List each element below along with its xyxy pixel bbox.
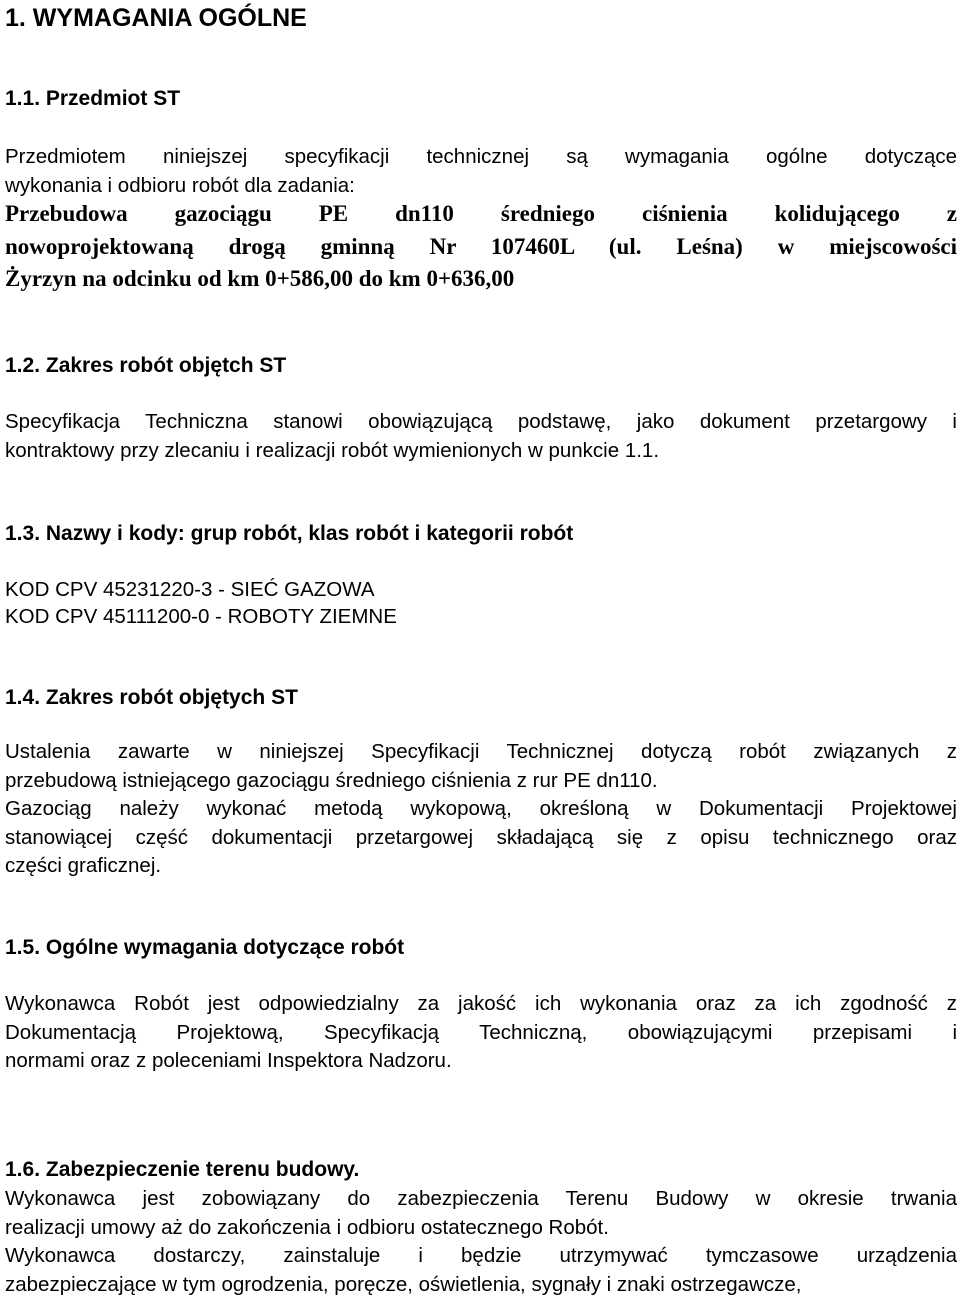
section-1-6-line-2: realizacji umowy aż do zakończenia i odbioru ostatecznego Robót. [5, 1215, 609, 1239]
cpv-codes [5, 576, 957, 630]
cpv-code-gas: KOD CPV 45231220-3 - SIEĆ GAZOWA [5, 578, 375, 601]
section-1-6-paragraph [5, 1185, 957, 1299]
section-1-4-line-3: Gazociąg należy wykonać metodą wykopową, określoną w Dokumentacji Projektowej [5, 797, 957, 820]
section-1-1-line-2: wykonania i odbioru robót dla zadania: [5, 173, 355, 197]
cpv-code-earthworks: KOD CPV 45111200-0 - ROBOTY ZIEMNE [5, 605, 397, 628]
section-1-heading: 1. WYMAGANIA OGÓLNE [5, 4, 307, 32]
section-1-2-line-1: Specyfikacja Techniczna stanowi obowiązującą podstawę, jako dokument przetargowy i [5, 410, 957, 433]
section-1-5-heading: 1.5. Ogólne wymagania dotyczące robót [5, 936, 405, 959]
task-title-line-1: Przebudowa gazociągu PE dn110 średniego ciśnienia kolidującego z [5, 201, 957, 226]
task-title [5, 198, 957, 296]
section-1-6-line-1: Wykonawca jest zobowiązany do zabezpieczenia Terenu Budowy w okresie trwania [5, 1187, 957, 1210]
section-1-2-paragraph [5, 408, 957, 465]
section-1-4-heading: 1.4. Zakres robót objętych ST [5, 686, 298, 709]
task-title-line-2: nowoprojektowaną drogą gminną Nr 107460L (ul. Leśna) w miejscowości [5, 233, 957, 259]
section-1-6-heading: 1.6. Zabezpieczenie terenu budowy. [5, 1158, 360, 1181]
section-1-5-line-3: normami oraz z poleceniami Inspektora Nadzoru. [5, 1049, 452, 1072]
section-1-6-line-4: zabezpieczające w tym ogrodzenia, poręcze, oświetlenia, sygnały i znaki ostrzegawcze, [5, 1272, 802, 1296]
section-1-1-line-1: Przedmiotem niniejszej specyfikacji technicznej są wymagania ogólne dotyczące [5, 145, 957, 168]
section-1-6-line-3: Wykonawca dostarczy, zainstaluje i będzie utrzymywać tymczasowe urządzenia [5, 1244, 957, 1267]
section-1-2-heading: 1.2. Zakres robót objętch ST [5, 354, 287, 377]
section-1-1-paragraph [5, 143, 957, 200]
section-1-4-line-5: części graficznej. [5, 854, 162, 877]
section-1-4-line-1: Ustalenia zawarte w niniejszej Specyfikacji Technicznej dotyczą robót związanych z [5, 740, 957, 763]
section-1-1-heading: 1.1. Przedmiot ST [5, 87, 181, 110]
section-1-2-line-2: kontraktowy przy zlecaniu i realizacji robót wymienionych w punkcie 1.1. [5, 438, 660, 462]
section-1-5-line-2: Dokumentacją Projektową, Specyfikacją Techniczną, obowiązującymi przepisami i [5, 1020, 957, 1044]
section-1-4-line-4: stanowiącej część dokumentacji przetargowej składającą się z opisu technicznego oraz [5, 825, 957, 849]
task-title-line-3: Żyrzyn na odcinku od km 0+586,00 do km 0+636,00 [5, 266, 515, 291]
section-1-5-line-1: Wykonawca Robót jest odpowiedzialny za jakość ich wykonania oraz za ich zgodność z [5, 992, 957, 1015]
section-1-4-paragraph [5, 738, 957, 881]
section-1-5-paragraph [5, 990, 957, 1076]
section-1-4-line-2: przebudową istniejącego gazociągu średniego ciśnienia z rur PE dn110. [5, 768, 658, 792]
section-1-3-heading: 1.3. Nazwy i kody: grup robót, klas robót i kategorii robót [5, 522, 574, 545]
